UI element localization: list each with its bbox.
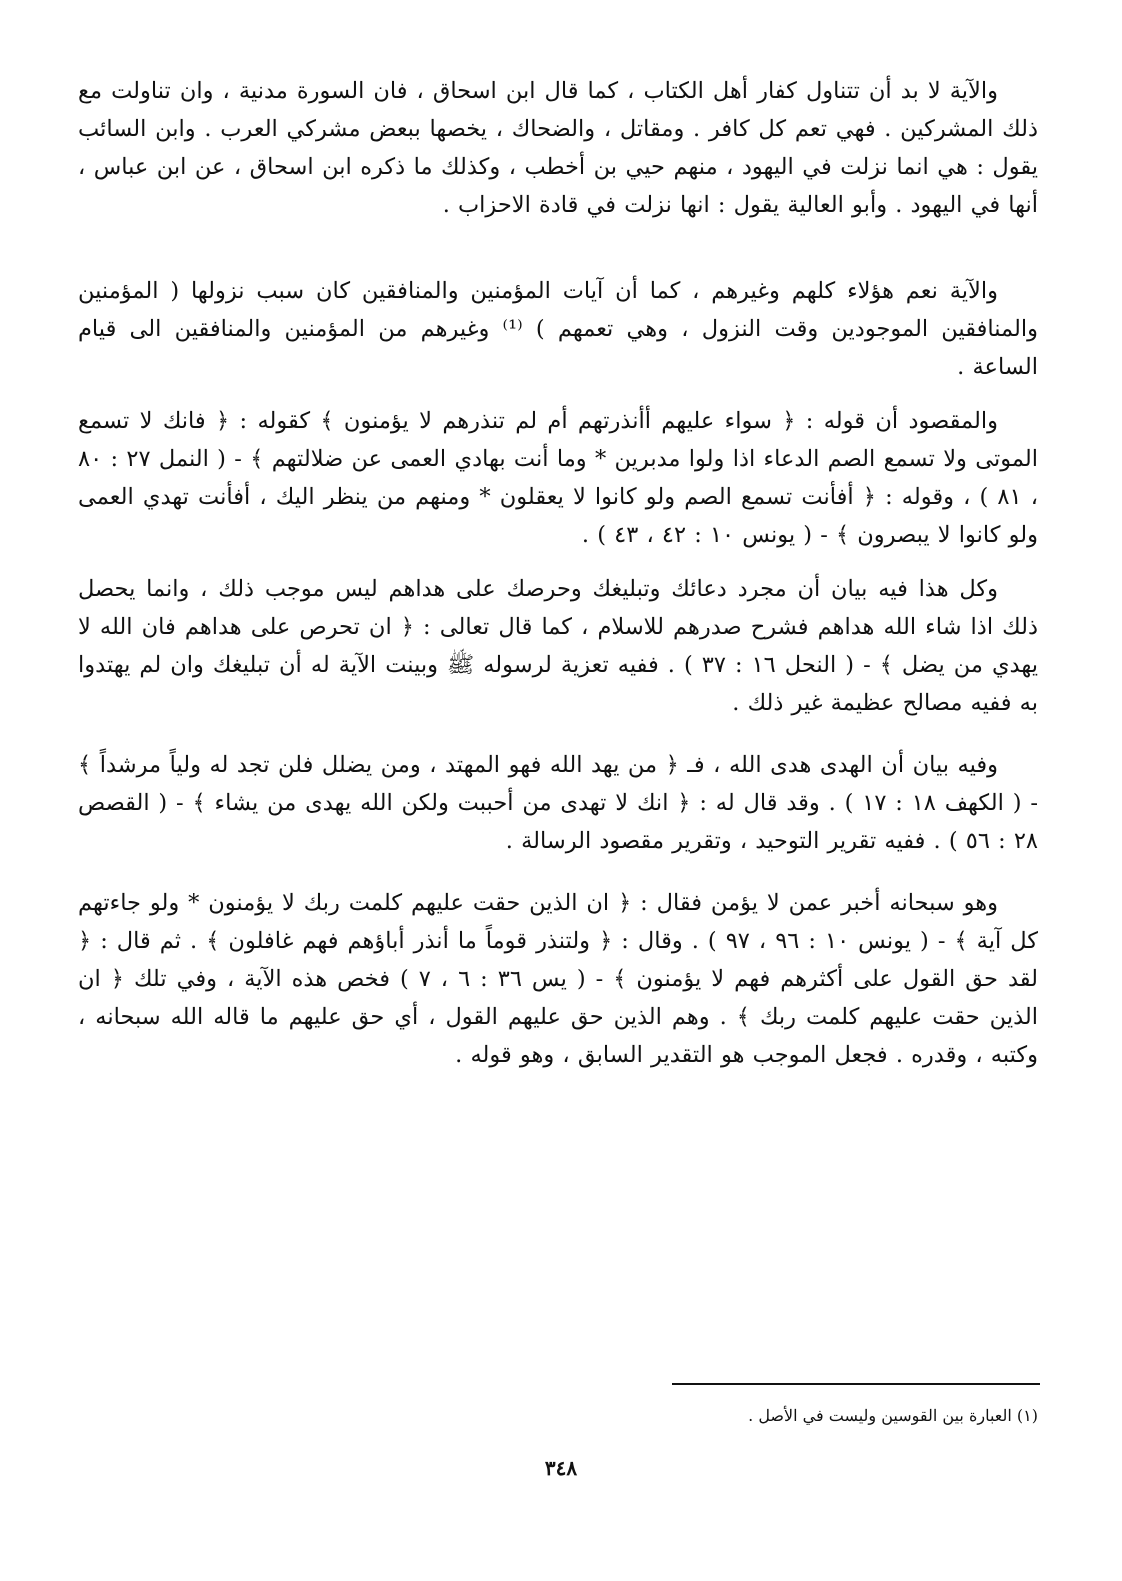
page-body [78,72,1038,1074]
paragraph-2: والآية نعم هؤلاء كلهم وغيرهم ، كما أن آيات المؤمنين والمنافقين كان سبب نزولها ( المؤمنين والمنافقين الموجودين وقت النزول ، وهي تعمهم ) ⁽¹⁾ وغيرهم من المؤمنين والمنافقين الى قيام الساعة . [78,278,1038,380]
paragraph-4: وكل هذا فيه بيان أن مجرد دعائك وتبليغك وحرصك على هداهم ليس موجب ذلك ، وانما يحصل ذلك اذا شاء الله هداهم فشرح صدرهم للاسلام ، كما قال تعالى : ﴿ ان تحرص على هداهم فان الله لا يهدي من يضل ﴾ - ( النحل ١٦ : ٣٧ ) . ففيه تعزية لرسوله ﷺ وبينت الآية له أن تبليغك وان لم يهتدوا به ففيه مصالح عظيمة غير ذلك . [78,576,1038,716]
paragraph-3: والمقصود أن قوله : ﴿ سواء عليهم أأنذرتهم أم لم تنذرهم لا يؤمنون ﴾ كقوله : ﴿ فانك لا تسمع الموتى ولا تسمع الصم الدعاء اذا ولوا مدبرين * وما أنت بهادي العمى عن ضلالتهم ﴾ - ( النمل ٢٧ : ٨٠ ، ٨١ ) ، وقوله : ﴿ أفأنت تسمع الصم ولو كانوا لا يعقلون * ومنهم من ينظر اليك ، أفأنت تهدي العمى ولو كانوا لا يبصرون ﴾ - ( يونس ١٠ : ٤٢ ، ٤٣ ) . [78,408,1038,548]
paragraph-6: وهو سبحانه أخبر عمن لا يؤمن فقال : ﴿ ان الذين حقت عليهم كلمت ربك لا يؤمنون * ولو جاءتهم كل آية ﴾ - ( يونس ١٠ : ٩٦ ، ٩٧ ) . وقال : ﴿ ولتنذر قوماً ما أنذر أباؤهم فهم غافلون ﴾ . ثم قال : ﴿ لقد حق القول على أكثرهم فهم لا يؤمنون ﴾ - ( يس ٣٦ : ٦ ، ٧ ) فخص هذه الآية ، وفي تلك ﴿ ان الذين حقت عليهم كلمت ربك ﴾ . وهم الذين حق عليهم القول ، أي حق عليهم ما قاله الله سبحانه ، وكتبه ، وقدره . فجعل الموجب هو التقدير السابق ، وهو قوله . [78,890,1039,1068]
footnote-divider [672,1383,1040,1385]
footnote: (١) العبارة بين القوسين وليست في الأصل . [748,1406,1038,1425]
page-number: ٣٤٨ [544,1456,578,1480]
paragraph-1: والآية لا بد أن تتناول كفار أهل الكتاب ، كما قال ابن اسحاق ، فان السورة مدنية ، وان تناولت مع ذلك المشركين . فهي تعم كل كافر . ومقاتل ، والضحاك ، يخصها ببعض مشركي العرب . وابن السائب يقول : هي انما نزلت في اليهود ، منهم حيي بن أخطب ، وكذلك ما ذكره ابن اسحاق ، عن ابن عباس ، أنها في اليهود . وأبو العالية يقول : انها نزلت في قادة الاحزاب . [78,78,1038,218]
paragraph-5: وفيه بيان أن الهدى هدى الله ، فـ ﴿ من يهد الله فهو المهتد ، ومن يضلل فلن تجد له ولياً مرشداً ﴾ - ( الكهف ١٨ : ١٧ ) . وقد قال له : ﴿ انك لا تهدى من أحببت ولكن الله يهدى من يشاء ﴾ - ( القصص ٢٨ : ٥٦ ) . ففيه تقرير التوحيد ، وتقرير مقصود الرسالة . [78,752,1038,854]
